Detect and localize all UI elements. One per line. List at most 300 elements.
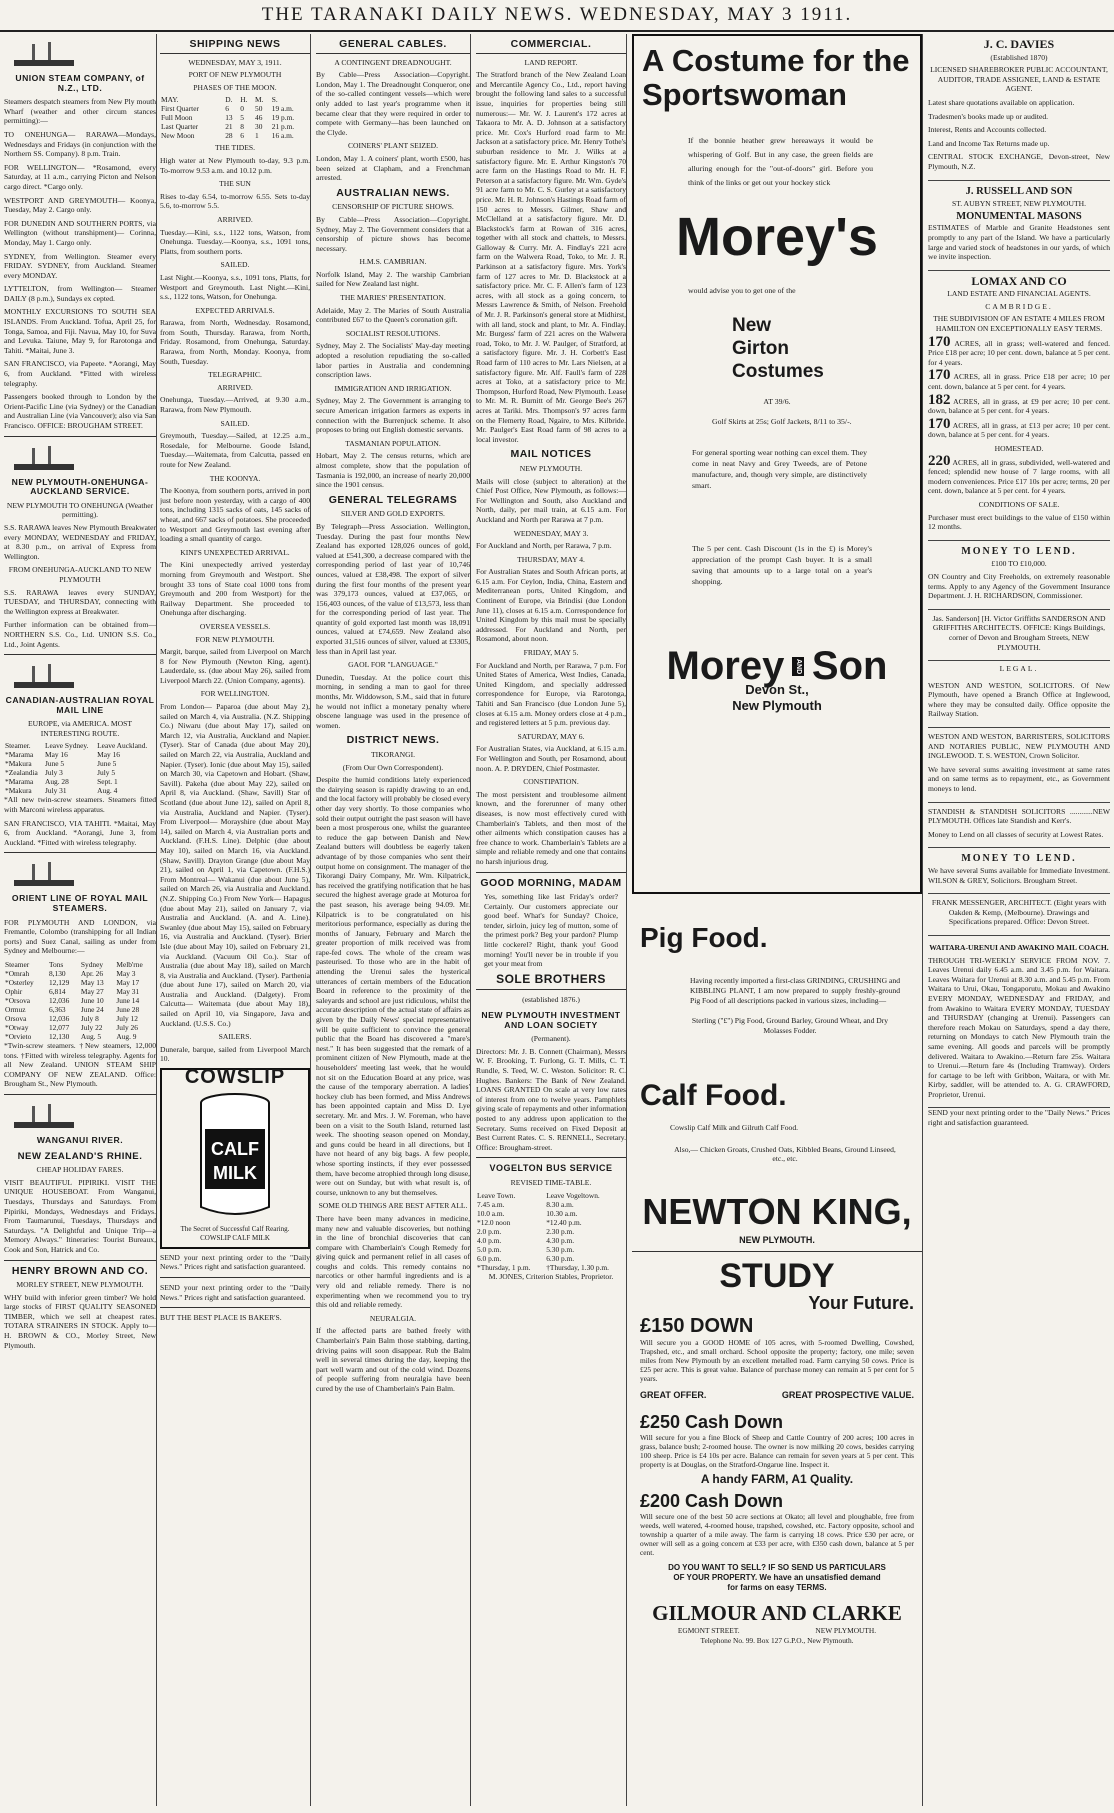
table-cell: 6.0 p.m. bbox=[477, 1253, 502, 1263]
wgtn-text: From London— Paparoa (due about May 2), sailed on March 4, via Australia. (N.Z. Shipping Co.) Niwaru (due about May 17), sailed on March 12, via Australia, Auckland and Napier. (Tyser). Star of Canada (due about May 20), sailed on March 22, via Australia, Auckland and Napier. (Tyser). Ionic (due about May 15), sailed on March 30, via Capetown and Hobart. (Shaw, Savill). Pakeha (due about May 22), sailed on April 8, via Auckland. (Shaw, Savill) Star of Scotland (due about June 12), sailed on April 8, via Australia, Auckland and Napier. (Tyser). From Liverpool— Morayshire (due about May 14), sailed on March 4, via Australian ports and Auckland. (F.H.S. Line). Delphic (due about May 10), sailed on March 16, via Auckland. (Shaw, Savill). Drayton Grange (due about May 21), sailed on April 1, via Capetown. (F.H.S.) From Montreal— Wakanui (due about June 5), sailed on March 26, via Australia and Auckland. (N.Z. Shipping Co.) From New York— Hapagus (due about May 21), sailed on January 7, via Australia and Auckland. (A. and A. Line). Swanley (due about May 15), sailed on February 16, via Australia and Auckland. (Tyser). Brier Isle (due about May 10), sailed on February 21, via Auckland. (Vacuum Oil Co.). Star of Australia (due about May 18), sailed on March 8, via Australia and Auckland. (Tyser). Parthenia (due about June 17), sailed on March 20, via Australia and Auckland. (Dalgety). From Calcutta— Waitemata (due about May 18), sailed on April 10, via Singapore, Java and Auckland. (U.S.S. Co.) bbox=[160, 702, 310, 1028]
table-cell: Ormuz bbox=[5, 1005, 26, 1014]
union-intro: Steamers despatch steamers from New Ply mouth Wharf (weather and other circum stances permitting):— bbox=[4, 97, 156, 126]
davies-quotes: Latest share quotations available on application. bbox=[928, 97, 1075, 107]
masthead: THE TARANAKI DAILY NEWS. WEDNESDAY, MAY 3 1911. bbox=[0, 0, 1114, 32]
wednesday-text: For Auckland and North, per Rarawa, 7 p.m. bbox=[476, 541, 612, 551]
table-cell: June 28 bbox=[116, 1005, 140, 1014]
and-word: AND bbox=[792, 657, 804, 676]
table-cell: 6,363 bbox=[48, 1005, 66, 1014]
gaol-text: Dunedin, Tuesday. At the police court this morning, in sending a man to gaol for three months, Mr. Widdowson, S.M., said that in future he would not inflict a monetary penalty where obscene language was used in the presence of women. bbox=[316, 672, 470, 730]
offer-row bbox=[640, 1387, 914, 1405]
table-cell: 4.0 p.m. bbox=[477, 1235, 502, 1245]
port-heading: PORT OF NEW PLYMOUTH bbox=[188, 70, 282, 80]
newton-king-advert bbox=[632, 922, 922, 1246]
morey-word: Morey bbox=[666, 643, 785, 688]
table-row bbox=[476, 1209, 626, 1218]
money2-advert bbox=[928, 848, 1110, 894]
mail-heading: MAIL NOTICES bbox=[510, 448, 592, 461]
wanganui-text: VISIT BEAUTIFUL PIPIRIKI. VISIT THE UNIQUE HOUSEBOAT. From Wanganui, Tuesdays, Thursdays and Saturdays. From Pipiriki, Mondays, Wednesdays and Fridays. From Taumarunui, Tuesdays, Thursdays and Saturdays. "A Delightful and Unique Trip—a Memory Always." Itineraries: Tourist Bureaux, Cook and Son, Hatrick and Co. bbox=[4, 1177, 156, 1254]
union-onehunga: TO ONEHUNGA— RARAWA—Mondays, Wednesdays and Fridays (in conjunction with the Northern SS. Company). 8 p.m. Train. bbox=[4, 129, 156, 159]
maries-heading: THE MARIES' PRESENTATION. bbox=[340, 293, 446, 303]
censor-heading: CENSORSHIP OF PICTURE SHOWS. bbox=[332, 202, 454, 212]
homestead-item bbox=[928, 452, 1110, 496]
homestead-text: ACRES, all in grass, subdivided, well-watered and fenced; splendid new house of 7 large rooms, with all modern conveniences. Price £17 10s per acre; terms, 20 per cent. down, balance at 5 per cent. for 4 years. bbox=[928, 457, 1110, 496]
arrived-heading: ARRIVED. bbox=[217, 214, 253, 224]
shipping-heading: SHIPPING NEWS bbox=[160, 40, 310, 54]
divider bbox=[476, 872, 626, 873]
table-cell: *Otway bbox=[5, 1023, 29, 1032]
table-cell: 12,130 bbox=[48, 1032, 70, 1041]
table-cell: Last Quarter bbox=[161, 122, 199, 132]
table-header: MAY. bbox=[161, 95, 179, 105]
table-cell: 2.30 p.m. bbox=[546, 1226, 575, 1236]
girton-costumes: Costumes bbox=[732, 360, 824, 382]
table-header: Sydney bbox=[80, 960, 104, 969]
shipping-date: WEDNESDAY, MAY 3, 1911. bbox=[188, 57, 282, 67]
sell-line-2: OF YOUR PROPERTY. We have an unsatisfied demand bbox=[673, 1572, 881, 1582]
brown-heading: HENRY BROWN AND CO. bbox=[11, 1264, 149, 1277]
table-cell: New Moon bbox=[161, 131, 195, 141]
lomax-sub: LAND ESTATE AND FINANCIAL AGENTS. bbox=[947, 289, 1091, 299]
messenger-advert bbox=[928, 894, 1110, 936]
divider bbox=[4, 654, 156, 655]
table-cell: 2.0 p.m. bbox=[477, 1226, 502, 1236]
divider bbox=[4, 436, 156, 437]
table-row bbox=[4, 741, 156, 750]
table-cell: 8.30 a.m. bbox=[546, 1199, 574, 1209]
bus-sub: REVISED TIME-TABLE. bbox=[510, 1177, 592, 1187]
silver-heading: SILVER AND GOLD EXPORTS. bbox=[341, 509, 445, 519]
sailed-text: Last Night.—Koonya, s.s., 1091 tons, Platts, for Westport and Greymouth. Last Night.—Kini, s.s., 1122 tons, Watson, for Onehunga. bbox=[160, 272, 310, 302]
canadian-heading: CANADIAN-AUSTRALIAN ROYAL MAIL LINE bbox=[5, 695, 155, 715]
russell-advert bbox=[928, 181, 1110, 271]
pig-text: Having recently imported a first-class GRINDING, CRUSHING and KIBBLING PLANT, I am now prepared to supply freshly-ground Pig Food of all descriptions packed in various sizes, including— bbox=[690, 976, 900, 1005]
sole-brothers: SOLE BROTHERS bbox=[496, 971, 606, 986]
table-cell: June 10 bbox=[80, 996, 104, 1005]
table-cell: 21 p.m. bbox=[271, 122, 295, 132]
orient-intro: FOR PLYMOUTH AND LONDON, via Fremantle, Colombo (transhipping for all Indian ports) and Suez Canal, sailing as under from Sydney and Melbourne:— bbox=[4, 917, 156, 956]
arrived-text: Tuesday.—Kini, s.s., 1122 tons, Watson, from Onehunga. Tuesday.—Koonya, s.s., 1091 tons, Platts, from southern ports. bbox=[160, 227, 310, 256]
tikorangi-sub: (From Our Own Correspondent). bbox=[342, 762, 444, 772]
weston-text-2: WESTON AND WESTON, BARRISTERS, SOLICITORS AND NOTARIES PUBLIC, NEW PLYMOUTH AND INGLEWOOD. T. S. WESTON, Crown Solicitor. bbox=[928, 732, 1110, 761]
russell-name: J. RUSSELL AND SON bbox=[965, 185, 1073, 197]
northern-heading: NEW PLYMOUTH-ONEHUNGA-AUCKLAND SERVICE. bbox=[11, 476, 149, 497]
column-4 bbox=[476, 34, 627, 1806]
bus-sign: M. JONES, Criterion Stables, Proprietor. bbox=[488, 1271, 614, 1281]
table-row bbox=[4, 960, 156, 969]
standish-text: STANDISH & STANDISH SOLICITORS ............NEW PLYMOUTH. Offices late Standish and Kerr's. bbox=[928, 806, 1110, 826]
table-header: Melb'rne bbox=[116, 960, 143, 969]
money2-heading: MONEY TO LEND. bbox=[961, 853, 1077, 865]
son-word: Son bbox=[811, 643, 888, 688]
union-heading: UNION STEAM COMPANY, of N.Z., LTD. bbox=[15, 73, 145, 93]
npi-heading: NEW PLYMOUTH INVESTMENT AND LOAN SOCIETY bbox=[481, 1010, 621, 1030]
davies-books: Tradesmen's books made up or audited. bbox=[928, 111, 1049, 121]
lot-acres: 170 bbox=[928, 367, 951, 384]
divider bbox=[4, 1260, 156, 1261]
table-row bbox=[160, 95, 310, 104]
table-cell: *Orsova bbox=[5, 996, 31, 1005]
lot-item bbox=[928, 333, 1110, 368]
morey-son-logo bbox=[642, 643, 912, 688]
table-cell: Aug. 9 bbox=[116, 1032, 137, 1041]
homestead-acres: 220 bbox=[928, 452, 951, 469]
table-cell: 1 bbox=[255, 131, 259, 141]
northern-rarawa: S.S. RARAWA leaves New Plymouth Breakwater every MONDAY, WEDNESDAY and FRIDAY, at 8.30 p.m., on arrival of Express from Wellington. bbox=[4, 522, 156, 561]
union-through: Passengers booked through to London by the Orient-Pacific Line (via Sydney) or the Canadian and Australian Line (via Vancouver); also via San Francisco. OFFICE: BROUGHAM STREET. bbox=[4, 392, 156, 430]
sun-text: Rises to-day 6.54, to-morrow 6.55. Sets to-day 5.6, to-morrow 5.5. bbox=[160, 191, 310, 211]
table-cell: *Marama bbox=[5, 777, 34, 787]
cowslip-text: The Secret of Successful Calf Rearing. COWSLIP CALF MILK bbox=[180, 1224, 290, 1243]
table-row bbox=[476, 1218, 626, 1227]
divider bbox=[4, 852, 156, 853]
dread-text: By Cable—Press Association—Copyright. London, May 1. The Dreadnought Conqueror, one of the so-called contingent vessels—which were only added to last year's programme when it became clear that they were required in order to compete with Germany—has been launched on the Clyde. bbox=[316, 70, 470, 137]
would-advise: would advise you to get one of the bbox=[688, 286, 796, 295]
table-cell: 21 bbox=[225, 122, 233, 132]
brown-address: MORLEY STREET, NEW PLYMOUTH. bbox=[16, 1280, 144, 1290]
telegraphic-heading: TELEGRAPHIC. bbox=[208, 370, 262, 380]
union-sanfrancisco: SAN FRANCISCO, via Papeete. *Aorangi, May 6, from Auckland. *Fitted with wireless telegraphy. bbox=[4, 359, 156, 388]
conditions-heading: CONDITIONS OF SALE. bbox=[978, 499, 1060, 509]
union-westport: WESTPORT AND GREYMOUTH— Koonya, Tuesday, May 2. Cargo only. bbox=[4, 195, 156, 215]
davies-established: (Established 1870) bbox=[990, 52, 1048, 62]
davies-exchange: CENTRAL STOCK EXCHANGE, Devon-street, New Plymouth, N.Z. bbox=[928, 152, 1110, 171]
tel-sailed-heading: SAILED. bbox=[220, 418, 250, 428]
milk-word: MILK bbox=[213, 1162, 257, 1183]
table-header: Tons bbox=[48, 960, 64, 969]
table-row bbox=[476, 1254, 626, 1263]
lot-item bbox=[928, 367, 1110, 392]
waitara-text: THROUGH TRI-WEEKLY SERVICE FROM NOV. 7. Leaves Urenui daily 6.45 a.m. and 3.45 p.m. for Waitara. Leaves Waitara for Urenui at 8.30 a.m. and 5.45 p.m. From Waitara to Urui, Okau, Tongaporutu, Mokau and Awakino EVERY MONDAY, WEDNESDAY and FRIDAY, and from Awakino to Waitara EVERY MONDAY, TUESDAY and THURSDAY (changing at Urenui). Passengers can therefore reach Mokau on Saturdays, spend a day there, returning on Mondays to catch New Plymouth train the same evening. All goods and parcels will be promptly delivered. Waitara to Awakino.—Return fare 25s. Waitara to Urenui.—Return fare 4s (Including Tramway). Orders for cartage to be left with Gribbon, Waitara, or with Mr. Kirby, saddler, will be attended to. A. G. CRAWFORD, Proprietor, Urenui. bbox=[928, 955, 1110, 1099]
davies-advert bbox=[928, 34, 1110, 181]
dread-heading: A CONTINGENT DREADNOUGHT. bbox=[334, 57, 452, 67]
table-cell: 8 bbox=[240, 122, 244, 132]
table-header: S. bbox=[271, 95, 278, 105]
weston-text-3: We have several sums awaiting investment at same rates and on same terms as to repayment, etc., as Government moneys to lend. bbox=[928, 764, 1110, 794]
silver-text: By Telegraph—Press Association. Wellington, Tuesday. During the past four months New Zealand has exported 128,026 ounces of gold, valued at £541,300, a decrease compared with the corresponding period of last year of 10,746 ounces, valued at £38,498. The export of silver during the first four months of the present year was 379,173 ounces, valued at £37,065, or 156,403 ounces, of the value of £13,573, less than for the corresponding period of last year. The quantity of gold exported last month was 18,091 ounces, valued at £74,659. New Zealand also exported 31,516 ounces of silver, valued at £3305, less than in April last year. bbox=[316, 521, 470, 656]
table-cell: July 3 bbox=[45, 768, 63, 778]
davies-interest: Interest, Rents and Accounts collected. bbox=[928, 125, 1047, 135]
money-text: ON Country and City Freeholds, on extremely reasonable terms. Apply to any Agency of the Government Insurance Department. J. H. RICHARDSON, Commissioner. bbox=[928, 571, 1110, 601]
newton-king-name: NEWTON KING, bbox=[642, 1190, 912, 1232]
lot-text: ACRES, all in grass, at £9 per acre; 10 per cent. down, balance at 5 per cent. for 4 years. bbox=[928, 396, 1110, 416]
table-row bbox=[4, 759, 156, 768]
girton-girton: Girton bbox=[732, 337, 789, 359]
table-cell: July 12 bbox=[116, 1014, 138, 1023]
table-row bbox=[4, 996, 156, 1005]
table-header: M. bbox=[255, 95, 264, 105]
socialist-heading: SOCIALIST RESOLUTIONS. bbox=[345, 328, 441, 338]
socialist-text: Sydney, May 2. The Socialists' May-day meeting adopted a resolution repudiating the so-called labor parties in Australia and condemning conscription laws. bbox=[316, 341, 470, 380]
table-header: Steamer bbox=[5, 960, 30, 969]
table-cell: June 24 bbox=[80, 1005, 104, 1014]
neuralgia-text: If the affected parts are bathed freely with Chamberlain's Pain Balm those stabbing, darting, driving pains will soon disappear. Rub the Balm well in several times during the day, keeping the part well warm and out of the cold wind. Dozens of people suffering from neuralgia have been cured by the use of Chamberlain's Pain Balm. bbox=[316, 1326, 470, 1393]
table-row bbox=[160, 122, 310, 131]
handy-farm: A handy FARM, A1 Quality. bbox=[700, 1471, 854, 1486]
column-1 bbox=[4, 34, 157, 1806]
milk-can-illustration bbox=[175, 1089, 295, 1219]
costume-line-2: Sportswoman bbox=[642, 77, 847, 112]
gilmour-address bbox=[640, 1626, 914, 1636]
table-row bbox=[4, 969, 156, 978]
table-cell: May 13 bbox=[80, 978, 104, 987]
girton-new: New bbox=[732, 314, 772, 336]
cash-down-250-text: Will secure for you a fine Block of Sheep and Cattle Country of 200 acres; 100 acres in grass, balance bush; 2-roomed house. The owner is now milking 20 cows, besides carrying 100 sheep. Price is £4 10s per acre. Balance can remain for seven years at 5 per cent. This property is at Douglas, on the Stratford-Ongarue line. Inspect it. bbox=[640, 1432, 914, 1469]
table-row bbox=[476, 1245, 626, 1254]
lot-acres: 182 bbox=[928, 391, 951, 408]
newton-king-sub: NEW PLYMOUTH. bbox=[739, 1234, 815, 1245]
maries-text: Adelaide, May 2. The Maries of South Australia contributed £67 to the Queen's coronation gift. bbox=[316, 305, 470, 325]
table-cell: 4.30 p.m. bbox=[546, 1235, 575, 1245]
tel-sailed-text: Greymouth, Tuesday.—Sailed, at 12.25 a.m., Rosedale, for Melbourne. Goode Island, Tuesday.—Waitemata, from Calcutta, passed en route for New Zealand. bbox=[160, 431, 310, 469]
expected-heading: EXPECTED ARRIVALS. bbox=[195, 305, 275, 315]
legal-heading: LEGAL. bbox=[999, 664, 1039, 674]
np-text: Margit, barque, sailed from Liverpool on March 8 for New Plymouth (Newton King, agent). Lauderdale, ss. (due about May 26), sailed from Liverpool March 22. (Union Company, agents). bbox=[160, 647, 310, 685]
table-header: H. bbox=[240, 95, 248, 105]
constipation-heading: CONSTIPATION. bbox=[523, 777, 579, 787]
table-cell: 10.0 a.m. bbox=[477, 1208, 505, 1218]
coiners-text: London, May 1. A coiners' plant, worth £500, has been seized at Clapham, and a Frenchman arrested. bbox=[316, 153, 470, 183]
russell-address: ST. AUBYN STREET, NEW PLYMOUTH. bbox=[951, 199, 1087, 209]
standish-advert bbox=[928, 803, 1110, 849]
column-5 bbox=[632, 34, 923, 1806]
table-row bbox=[4, 786, 156, 795]
table-row bbox=[4, 987, 156, 996]
table-cell: 12,036 bbox=[48, 1014, 70, 1023]
union-excursions: MONTHLY EXCURSIONS TO SOUTH SEA ISLANDS. From Auckland. Tofua, April 25, for Tonga, Samoa, and Fiji. Navua, May 10, for Suva and Levuka. Taiune, May 9, for Rarotonga and Tahiti. *Maitai, June 3. bbox=[4, 307, 156, 355]
tides-text: High water at New Plymouth to-day, 9.3 p.m. To-morrow 9.53 a.m. and 10.12 p.m. bbox=[160, 155, 310, 175]
tikorangi-heading: TIKORANGI. bbox=[370, 750, 416, 759]
steamer-illustration bbox=[4, 38, 156, 68]
lot-acres: 170 bbox=[928, 333, 951, 350]
cowslip-advert bbox=[160, 1068, 310, 1249]
table-cell: Aug. 28 bbox=[45, 777, 69, 787]
table-cell: Aug. 5 bbox=[80, 1032, 102, 1041]
milk-can-icon bbox=[175, 1089, 295, 1219]
orient-heading: ORIENT LINE OF ROYAL MAIL STEAMERS. bbox=[11, 893, 149, 914]
gilmour-clarke-advert bbox=[632, 1257, 922, 1646]
orient-table bbox=[4, 960, 156, 1041]
table-row bbox=[4, 1023, 156, 1032]
table-cell: Apr. 26 bbox=[80, 969, 104, 978]
table-cell: 6 bbox=[240, 131, 244, 141]
table-row bbox=[476, 1263, 626, 1272]
table-cell: 16 a.m. bbox=[271, 131, 294, 141]
sporting-text: For general sporting wear nothing can excel them. They come in neat Navy and Grey Tweeds, are of Petone manufacture, and, though very simple, are distinctively smart. bbox=[692, 448, 867, 491]
overseas-heading: OVERSEA VESSELS. bbox=[199, 621, 271, 631]
district-heading: DISTRICT NEWS. bbox=[346, 734, 440, 747]
conditions-text: Purchaser must erect buildings to the value of £150 within 12 months. bbox=[928, 512, 1110, 532]
steamer-illustration bbox=[4, 858, 156, 888]
table-row bbox=[476, 1200, 626, 1209]
land-text: The Stratford branch of the New Zealand Loan and Mercantile Agency Co., Ltd., report having brought the following land sales to a successful issue, inquiries for properties being still numerous:— Mr. W. J. Laurent's 172 acres at Takaora to Mr. A. D. Johnson at a satisfactory price. Mr. Cox's Hurford road farm to Mr. Jackson at a satisfactory price. Mr. Henry Tothe's suburban residence to Mr. J. Wilks at a satisfactory figure. Mr. E. Arthur Kingston's 70 acre farm on the Hastings Road to Mr. H. F. Peterson at a satisfactory figure. Mr. Wm. Gyde's 91 acre farm to Mr. C. S. Gurley at a satisfactory price. Mr. H. R. Johnson's Hastings Road farm of 150 acres to Messrs. Gilmer, Shaw and McClelland at a satisfactory figure. Mr. D. Blackstock's farm at Rowan of 316 acres, together with all stock and chattels, to Messrs. Galloway & Curry. Mr. A. Findlay's 221 acre farm on the Walwera Road, Toko, to Mr. J. R. Parkinson at a satisfactory figure. Mrs. York's farm of 127 acres to Mr. D. Blackstock at a satisfactory price. Mr. C. F. Allen's farm of 123 acres, with all stock as a going concern, to Messrs Lawrence & Smith, of Nelson. Freehold of Mr. J. R. Parkinson's general store at Midhirst, with all land, stock and plant, to Mr. A. Findlay. Mr. Burgess' farm of 221 acres on the Walwera road, Toko, to Mr. J. W. Paulger, of Stratford, at a satisfactory figure. Mr. J. H. Corbett's East Road farm of 110 acres to Mr. Lars Nielsen, at a satisfactory figure. Mr. Alf. Faull's farm of 228 acres at Toko, at a satisfactory price to Mr. Thompson, Hurford Road, New Plymouth. Lease to Mr. M. R. Burnitt of Mr. George Bee's 267 acres at Tariki. Mrs. Thompson's 97 acres farm on the Flemerty Road, Ngaire, to Mrs. Kilbride. Mr. Paulger's East Road farm of 98 acres to a local investor. bbox=[476, 70, 626, 444]
table-cell: June 5 bbox=[97, 759, 117, 769]
table-cell: Sept. 1 bbox=[97, 777, 118, 787]
table-header: D. bbox=[225, 95, 233, 105]
table-cell: 0 bbox=[240, 104, 244, 114]
saturday-text: For Australian States, via Auckland, at 6.15 a.m. For Wellington and South, per Rosamond, about noon. A. P. DRYDEN, Chief Postmaster. bbox=[476, 744, 626, 773]
brown-text: WHY build with inferior green timber? We hold large stocks of FIRST QUALITY SEASONED TIMBER, which we sell at cheapest rates. TOTARA STRAINERS IN STOCK. Apply to— H. BROWN & CO., Morley Street, New Plymouth. bbox=[4, 1292, 156, 1350]
messenger-text: FRANK MESSENGER, ARCHITECT. (Eight years with Oakden & Kemp, (Melbourne). Drawings and Specifications prepared. Office: Devon Street. bbox=[931, 898, 1107, 927]
table-row bbox=[476, 1191, 626, 1200]
table-header: Steamer. bbox=[5, 741, 31, 751]
lomax-name: LOMAX AND CO bbox=[971, 273, 1067, 288]
canadian-note: *All new twin-screw steamers. Steamers fitted with Marconi wireless apparatus. bbox=[4, 795, 156, 815]
divider bbox=[160, 1277, 310, 1278]
table-cell: 5.30 p.m. bbox=[546, 1244, 575, 1254]
sailers-heading: SAILERS. bbox=[218, 1032, 252, 1042]
down-150-text: Will secure you a GOOD HOME of 105 acres, with 5-roomed Dwelling, Cowshed, Trapshed, etc., and small orchard. School opposite the property; factory, one mile; seven miles from New Plymouth by an excellent metalled road. Farm carrying 50 cows. Price is £25 per acre. This is great value. Balance of purchase money can remain at 5 per cent for 5 years. bbox=[640, 1338, 914, 1384]
censor-text: By Cable—Press Association—Copyright. Sydney, May 2. The Government considers that a censorship of picture shows has become necessary. bbox=[316, 214, 470, 253]
gilmour-street: EGMONT STREET. bbox=[677, 1626, 740, 1636]
weston-advert-1 bbox=[928, 677, 1110, 728]
steamer-illustration bbox=[4, 660, 156, 690]
union-dunedin: FOR DUNEDIN AND SOUTHERN PORTS, via Wellington (without transhipment)— Corinna, Monday, May 1. Cargo only. bbox=[4, 218, 156, 247]
northern-sub2: FROM ONEHUNGA-AUCKLAND TO NEW PLYMOUTH bbox=[8, 565, 152, 584]
table-cell: May 17 bbox=[116, 978, 140, 987]
koonya-heading: THE KOONYA. bbox=[209, 473, 261, 483]
table-cell: 10.30 a.m. bbox=[546, 1208, 578, 1218]
table-cell: *12.0 noon bbox=[477, 1217, 511, 1227]
table-row bbox=[160, 104, 310, 113]
neuralgia-heading: NEURALGIA. bbox=[369, 1313, 417, 1323]
table-row bbox=[476, 1236, 626, 1245]
canadian-sub: EUROPE, via AMERICA. MOST INTERESTING ROUTE. bbox=[28, 719, 132, 738]
table-row bbox=[476, 1227, 626, 1236]
union-sydney: SYDNEY, from Wellington. Steamer every FRIDAY. SYDNEY, from Auckland. Steamer every MONDAY. bbox=[4, 251, 156, 280]
cash-down-200: £200 Cash Down bbox=[640, 1491, 784, 1512]
costume-price: AT 39/6. bbox=[763, 396, 791, 406]
steamer-illustration bbox=[4, 442, 156, 472]
table-cell: May 31 bbox=[116, 987, 140, 996]
lot-acres: 170 bbox=[928, 415, 951, 432]
also-text: Also,— Chicken Groats, Crushed Oats, Kibbled Beans, Ground Linseed, etc., etc. bbox=[674, 1144, 896, 1164]
land-heading: LAND REPORT. bbox=[524, 57, 578, 67]
discount-text: The 5 per cent. Cash Discount (1s in the £) is Morey's appreciation of the prompt Cash buyer. It is a small saving that amounts up to a large total on a year's shopping. bbox=[692, 544, 872, 587]
sailers-text: Dunerale, barque, sailed from Liverpool March 10. bbox=[160, 1044, 310, 1064]
table-header: Leave Vogeltown. bbox=[546, 1190, 600, 1200]
table-cell: *Makura bbox=[5, 786, 32, 796]
tel-arrived-heading: ARRIVED. bbox=[217, 382, 253, 392]
column-6 bbox=[928, 34, 1110, 1806]
table-cell: *12.40 p.m. bbox=[546, 1217, 582, 1227]
cables-heading: GENERAL CABLES. bbox=[316, 40, 470, 54]
immigration-text: Sydney, May 2. The Government is arranging to secure American irrigation farmers as experts in connection with the Burrenjuck scheme. It also proposes to bring out English domestic servants. bbox=[316, 396, 470, 435]
table-cell: *Zealandia bbox=[5, 768, 38, 778]
table-cell: July 31 bbox=[45, 786, 67, 796]
table-cell: July 5 bbox=[97, 768, 116, 778]
tasmania-heading: TASMANIAN POPULATION. bbox=[345, 438, 441, 448]
standish-money: Money to Lend on all classes of security at Lowest Rates. bbox=[928, 829, 1104, 839]
saturday-heading: SATURDAY, MAY 6. bbox=[517, 731, 585, 741]
cambridge: CAMBRIDGE. bbox=[985, 301, 1053, 311]
great-offer: GREAT OFFER. bbox=[640, 1390, 707, 1401]
sell-line-3: for farms on easy TERMS. bbox=[727, 1582, 827, 1592]
table-row bbox=[4, 978, 156, 987]
friday-text: For Auckland and North, per Rarawa, 7 p.m. For United States of America, West Indies, Canada, United Kingdom, and specially addressed correspondence for Europe, via Rarotonga, Tahiti and San Francisco (due London June 5), closes at 6.15 a.m. Money orders close at 4 p.m., and registered letters at 5 p.m. previous day. bbox=[476, 660, 626, 728]
friday-heading: FRIDAY, MAY 5. bbox=[523, 648, 579, 658]
phases-heading: PHASES OF THE MOON. bbox=[193, 82, 277, 92]
table-row bbox=[4, 750, 156, 759]
lot-item bbox=[928, 415, 1110, 440]
coiners-heading: COINERS' PLANT SEIZED. bbox=[347, 141, 439, 151]
great-prospective: GREAT PROSPECTIVE VALUE. bbox=[781, 1390, 914, 1401]
australian-heading: AUSTRALIAN NEWS. bbox=[336, 186, 450, 199]
kini-heading: KINI'S UNEXPECTED ARRIVAL. bbox=[180, 547, 290, 557]
send-order: SEND your next printing order to the "Daily News." Prices right and satisfaction guaranteed. bbox=[928, 1108, 1110, 1128]
homestead-heading: HOMESTEAD. bbox=[994, 444, 1044, 453]
golf-text: Golf Skirts at 25s; Golf Jackets, 8/11 to 35/-. bbox=[712, 417, 852, 427]
cambrian-text: Norfolk Island, May 2. The warship Cambrian sailed for New Zealand last night. bbox=[316, 269, 470, 289]
table-cell: June 14 bbox=[116, 996, 140, 1005]
send-order-2: SEND your next printing order to the "Daily News." Prices right and satisfaction guaranteed. bbox=[160, 1283, 310, 1302]
table-cell: †Thursday, 1.30 p.m. bbox=[546, 1262, 609, 1272]
sanderson-text: Jas. Sanderson] [H. Victor Griffiths SANDERSON AND GRIFFITHS ARCHITECTS. OFFICE: Kings Buildings, corner of Devon and Brougham Streets, NEW PLYMOUTH. bbox=[932, 613, 1106, 652]
sell-line-1: DO YOU WANT TO SELL? IF SO SEND US PARTICULARS bbox=[668, 1563, 886, 1573]
gilmour-telephone: Telephone No. 99. Box 127 G.P.O., New Plymouth. bbox=[700, 1635, 854, 1645]
table-cell: June 5 bbox=[45, 759, 65, 769]
table-cell: July 8 bbox=[80, 1014, 99, 1023]
table-row bbox=[4, 768, 156, 777]
table-cell: 12,077 bbox=[48, 1023, 70, 1032]
table-cell: 5.0 p.m. bbox=[477, 1244, 502, 1254]
mail-intro: Mails will close (subject to alteration) at the Chief Post Office, New Plymouth, as follows:— For Wellington and South, also Auckland and North, daily, per mail train, at 6.15 a.m. For Auckland and North per Rarawa at 7 p.m. bbox=[476, 476, 626, 524]
table-cell: July 22 bbox=[80, 1023, 103, 1032]
wanganui-heading: WANGANUI RIVER. bbox=[36, 1134, 124, 1145]
table-cell: 7.45 a.m. bbox=[477, 1199, 505, 1209]
table-cell: Aug. 4 bbox=[97, 786, 118, 796]
table-cell: 12,036 bbox=[48, 996, 70, 1005]
table-cell: 6.30 p.m. bbox=[546, 1253, 575, 1263]
bakers-line: BUT THE BEST PLACE IS BAKER'S. bbox=[160, 1313, 282, 1323]
table-header: Leave Town. bbox=[477, 1190, 516, 1200]
commercial-heading: COMMERCIAL. bbox=[476, 40, 626, 54]
column-2 bbox=[160, 34, 311, 1806]
table-cell: Ophir bbox=[5, 987, 23, 996]
table-cell: *Marama bbox=[5, 750, 34, 760]
table-row bbox=[160, 131, 310, 140]
cash-down-200-text: Will secure one of the best 50 acre sections at Okato; all level and ploughable, free from weeds, well watered, 4-roomed house, trapshed, cowshed, etc. Factory opposite, school and township a quarter of a mile away. The farm is carrying 18 cows. Price £30 per acre, or owner will sell as a going concern at £33 per acre, with £350 cash down, balance at 5 per cent. bbox=[640, 1512, 914, 1558]
table-cell: 8,130 bbox=[48, 969, 66, 978]
table-cell: July 26 bbox=[116, 1023, 138, 1032]
npi-sub: (Permanent). bbox=[531, 1034, 571, 1044]
subdivision: THE SUBDIVISION OF AN ESTATE 4 MILES FROM HAMILTON ON EXCEPTIONALLY EASY TERMS. bbox=[933, 314, 1105, 334]
northern-sub: NEW PLYMOUTH TO ONEHUNGA (Weather permitting). bbox=[6, 500, 154, 520]
wgtn-heading: FOR WELLINGTON. bbox=[200, 689, 270, 699]
sailed-heading: SAILED. bbox=[220, 260, 250, 270]
waitara-heading: WAITARA-URENUI AND AWAKINO MAIL COACH. bbox=[929, 942, 1109, 952]
steamer-illustration bbox=[4, 1100, 156, 1130]
calf-food: Calf Food. bbox=[640, 1079, 787, 1113]
cambrian-heading: H.M.S. CAMBRIAN. bbox=[359, 257, 427, 267]
pig-items: Sterling ("£") Pig Food, Ground Barley, Ground Wheat, and Dry Molasses Fodder. bbox=[691, 1016, 889, 1035]
gilmour-clarke-name: GILMOUR AND CLARKE bbox=[652, 1601, 902, 1626]
monumental-text: ESTIMATES of Marble and Granite Headstones sent promptly to any part of the Island. We have a particularly large and varied stock of headstones in our yards, of which we invite inspection. bbox=[928, 223, 1110, 262]
weston-text-1: WESTON AND WESTON, SOLICITORS. Of New Plymouth, have opened a Branch Office at Inglewood, where they may be consulted daily. Office opposite the Railway Station. bbox=[928, 680, 1110, 719]
union-wellington: FOR WELLINGTON— *Rosamond, every Saturday, at 11 a.m., carrying Picton and Nelson cargo direct. *Cargo only. bbox=[4, 162, 156, 191]
table-cell: 28 bbox=[225, 131, 233, 141]
table-row bbox=[4, 1014, 156, 1023]
table-cell: 50 bbox=[255, 104, 263, 114]
sanderson-advert bbox=[928, 610, 1110, 661]
davies-tax: Land and Income Tax Returns made up. bbox=[928, 138, 1050, 148]
calf-word: CALF bbox=[211, 1138, 259, 1159]
tides-heading: THE TIDES. bbox=[215, 143, 255, 153]
table-cell: 12,129 bbox=[48, 978, 70, 987]
divider bbox=[4, 1094, 156, 1095]
thursday-heading: THURSDAY, MAY 4. bbox=[517, 554, 585, 564]
waitara-advert bbox=[928, 936, 1110, 1109]
